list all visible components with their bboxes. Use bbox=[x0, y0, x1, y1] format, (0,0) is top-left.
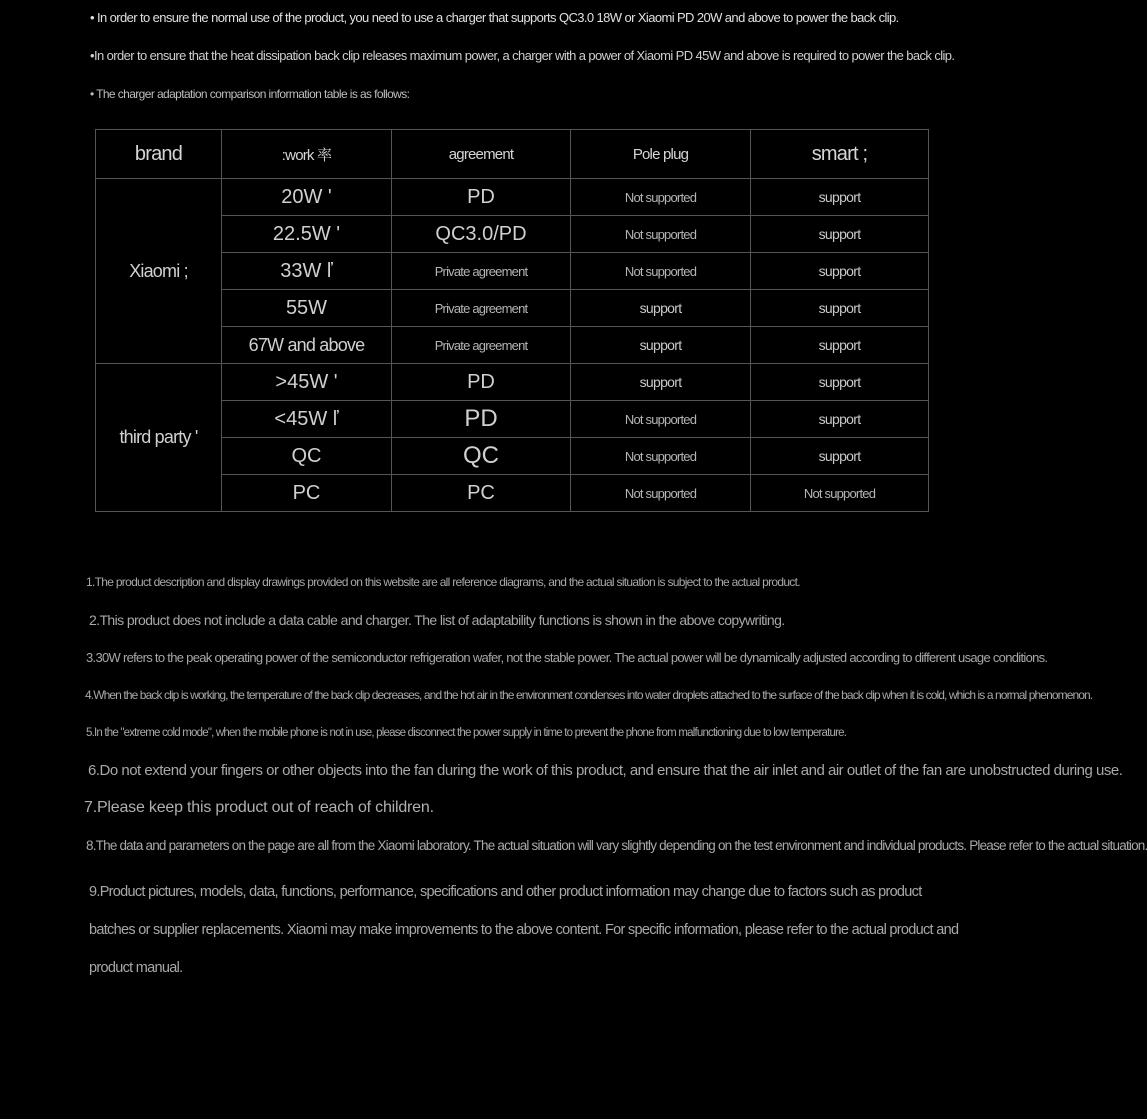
note-item: 6.Do not extend your fingers or other objects into the fan during the work of this product, and ensure that the air inlet and air outlet of the fan are unobstructed during use. bbox=[88, 762, 1123, 779]
table-row bbox=[96, 364, 929, 401]
smart-cell: support bbox=[751, 179, 929, 216]
power-cell: 55W bbox=[222, 290, 392, 327]
power-cell: PC bbox=[222, 475, 392, 512]
note-item: 2.This product does not include a data cable and charger. The list of adaptability functions is shown in the above copywriting. bbox=[89, 612, 785, 628]
agreement-cell: PD bbox=[392, 364, 571, 401]
header-smart: smart ; bbox=[751, 130, 929, 179]
header-pole-plug: Pole plug bbox=[571, 130, 751, 179]
pole-plug-cell: Not supported bbox=[571, 179, 751, 216]
agreement-cell: PD bbox=[392, 401, 571, 438]
smart-cell: support bbox=[751, 216, 929, 253]
bullet-pd-requirement: •In order to ensure that the heat dissipation back clip releases maximum power, a charger with a power of Xiaomi PD 45W and above is required to power the back clip. bbox=[90, 48, 955, 63]
note-item: 1.The product description and display drawings provided on this website are all reference diagrams, and the actual situation is subject to the actual product. bbox=[86, 575, 800, 589]
brand-cell-xiaomi: Xiaomi ; bbox=[96, 179, 222, 364]
note-item: 5.In the "extreme cold mode", when the mobile phone is not in use, please disconnect the power supply in time to prevent the phone from malfunctioning due to low temperature. bbox=[86, 727, 847, 739]
bullet-qc-requirement: • In order to ensure the normal use of the product, you need to use a charger that supports QC3.0 18W or Xiaomi PD 20W and above to power the back clip. bbox=[90, 10, 899, 25]
note-item: 3.30W refers to the peak operating power of the semiconductor refrigeration wafer, not the stable power. The actual power will be dynamically adjusted according to different usage conditions. bbox=[86, 650, 1048, 665]
pole-plug-cell: Not supported bbox=[571, 253, 751, 290]
smart-cell: support bbox=[751, 290, 929, 327]
agreement-cell: QC bbox=[392, 438, 571, 475]
smart-cell: support bbox=[751, 364, 929, 401]
pole-plug-cell: Not supported bbox=[571, 438, 751, 475]
power-cell: QC bbox=[222, 438, 392, 475]
pole-plug-cell: support bbox=[571, 327, 751, 364]
header-power: :work 率 bbox=[222, 130, 392, 179]
power-cell: <45W ľ bbox=[222, 401, 392, 438]
table-header-row bbox=[96, 130, 929, 179]
bullet-table-intro: • The charger adaptation comparison information table is as follows: bbox=[90, 87, 410, 101]
product-notes bbox=[84, 570, 1147, 987]
note-item: 7.Please keep this product out of reach of children. bbox=[84, 799, 434, 816]
table-row bbox=[96, 179, 929, 216]
brand-cell-third-party: third party ' bbox=[96, 364, 222, 512]
note-item: 8.The data and parameters on the page are all from the Xiaomi laboratory. The actual situation will vary slightly depending on the test environment and individual products. Please refer to the actual situation. bbox=[86, 838, 1147, 853]
pole-plug-cell: Not supported bbox=[571, 475, 751, 512]
power-cell: 33W ľ bbox=[222, 253, 392, 290]
smart-cell: support bbox=[751, 401, 929, 438]
agreement-cell: Private agreement bbox=[392, 290, 571, 327]
smart-cell: support bbox=[751, 438, 929, 475]
header-agreement: agreement bbox=[392, 130, 571, 179]
pole-plug-cell: Not supported bbox=[571, 216, 751, 253]
pole-plug-cell: support bbox=[571, 290, 751, 327]
agreement-cell: QC3.0/PD bbox=[392, 216, 571, 253]
power-cell: 22.5W ' bbox=[222, 216, 392, 253]
agreement-cell: PD bbox=[392, 179, 571, 216]
power-cell: >45W ' bbox=[222, 364, 392, 401]
pole-plug-cell: Not supported bbox=[571, 401, 751, 438]
smart-cell: support bbox=[751, 253, 929, 290]
power-cell: 67W and above bbox=[222, 327, 392, 364]
agreement-cell: PC bbox=[392, 475, 571, 512]
note-item: 4.When the back clip is working, the temperature of the back clip decreases, and the hot air in the environment condenses into water droplets attached to the surface of the back clip when it is cold, which is a normal phenomenon. bbox=[85, 688, 1093, 702]
note-item: 9.Product pictures, models, data, functions, performance, specifications and other product information may change due to factors such as product batches or supplier replacements. Xiaomi may make improvements to the above content. For specific information, please refer to the actual product and product manual. bbox=[89, 884, 959, 976]
header-brand: brand bbox=[96, 130, 222, 179]
charger-compatibility-table bbox=[95, 129, 929, 512]
agreement-cell: Private agreement bbox=[392, 253, 571, 290]
power-cell: 20W ' bbox=[222, 179, 392, 216]
agreement-cell: Private agreement bbox=[392, 327, 571, 364]
pole-plug-cell: support bbox=[571, 364, 751, 401]
smart-cell: support bbox=[751, 327, 929, 364]
charger-requirements bbox=[90, 8, 990, 122]
smart-cell: Not supported bbox=[751, 475, 929, 512]
